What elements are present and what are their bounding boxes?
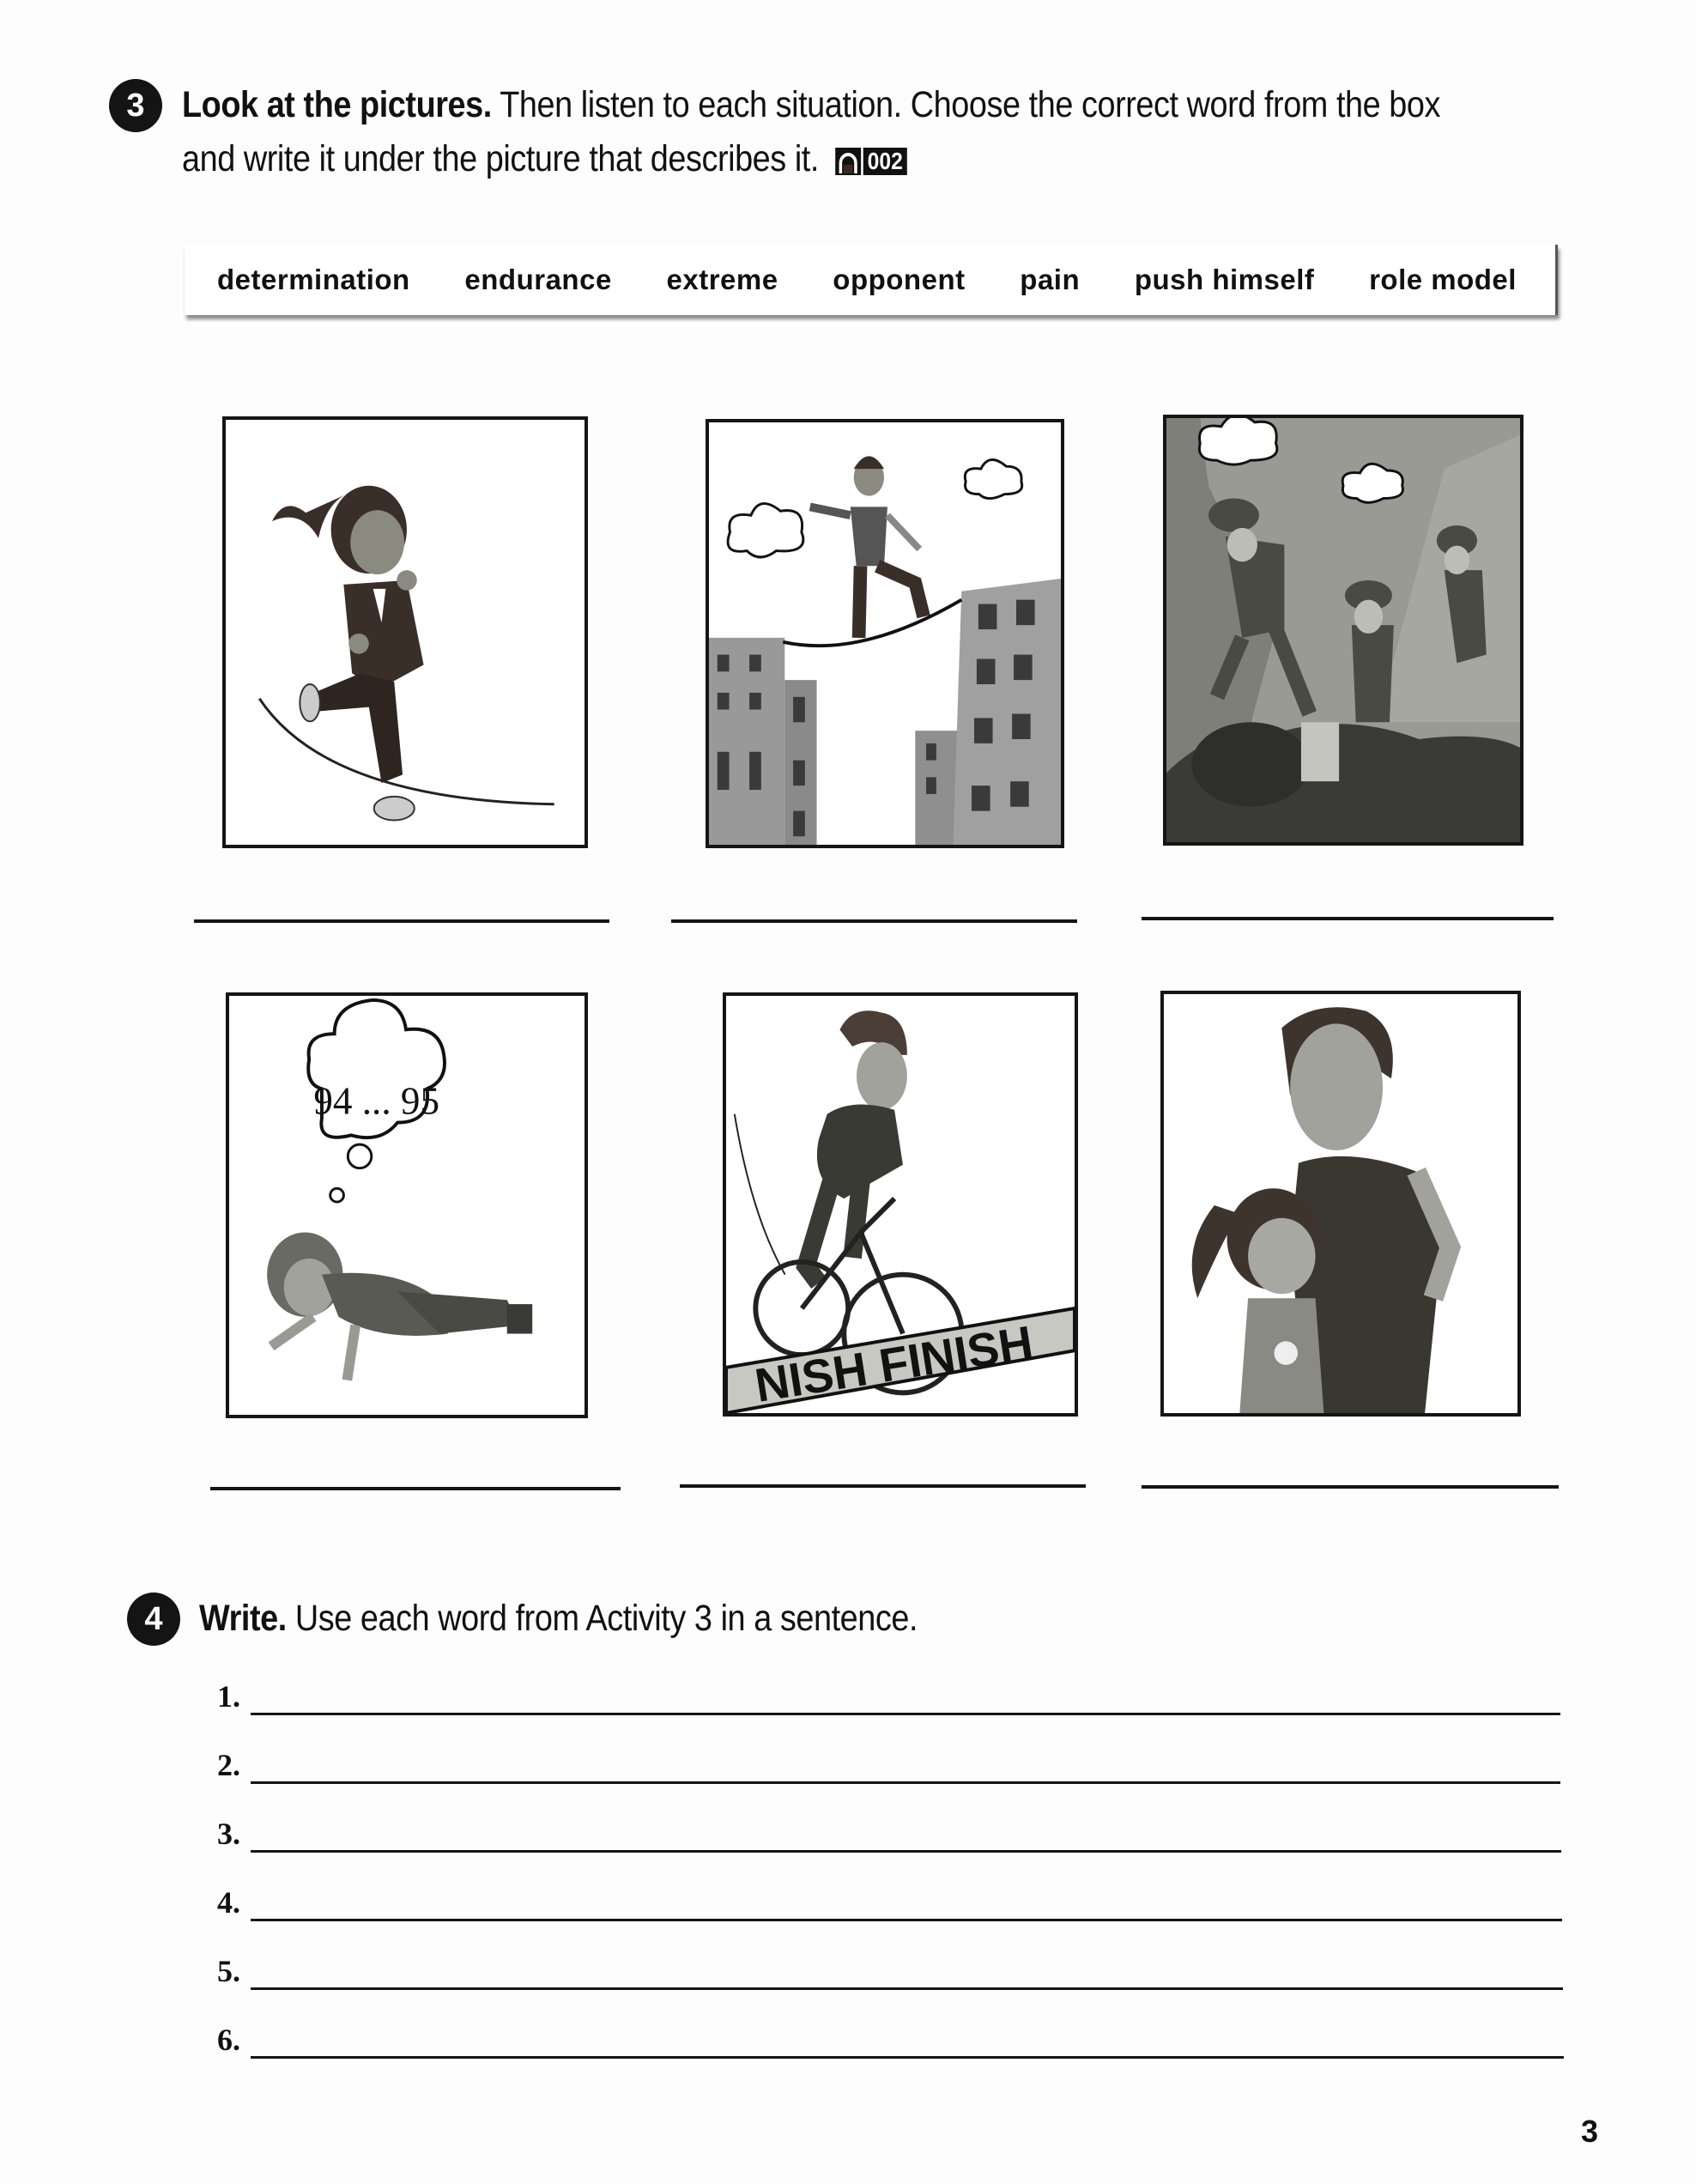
instruction-text-line1: Then listen to each situation. Choose the correct word from the box — [491, 84, 1441, 125]
picture-3-hikers-climbing — [1163, 415, 1523, 846]
word-extreme: extreme — [666, 264, 778, 295]
word-role-model: role model — [1369, 264, 1517, 295]
activity-3-badge — [109, 79, 162, 132]
picture-2-tightrope-walker — [706, 419, 1064, 848]
answer-line-2[interactable] — [671, 919, 1077, 923]
instruction-text-line2: and write it under the picture that describes it. — [182, 138, 819, 179]
activity-4-instructions — [199, 1592, 918, 1644]
page-number: 3 — [1581, 2114, 1599, 2149]
activity-3-instructions-line2 — [182, 133, 907, 185]
line-number-4: 4. — [217, 1885, 240, 1920]
line-number-3: 3. — [217, 1817, 240, 1851]
activity-4-badge — [127, 1592, 180, 1646]
answer-line-6[interactable] — [1142, 1485, 1559, 1489]
answer-line-5[interactable] — [680, 1484, 1086, 1488]
picture-4-pushups-girl — [226, 992, 588, 1418]
activity-number: 4 — [144, 1600, 163, 1637]
word-box — [185, 245, 1558, 315]
instruction-text: Use each word from Activity 3 in a sentence. — [286, 1598, 918, 1639]
word-opponent: opponent — [833, 264, 966, 295]
sentence-line-2[interactable] — [251, 1781, 1560, 1784]
audio-track-button[interactable] — [835, 148, 907, 175]
activity-number: 3 — [126, 87, 145, 124]
sentence-line-3[interactable] — [251, 1850, 1561, 1853]
word-push-himself: push himself — [1134, 264, 1315, 295]
instruction-bold: Write. — [199, 1598, 287, 1639]
word-determination: determination — [217, 264, 410, 295]
picture-1-jogging-girl — [222, 416, 588, 848]
picture-5-cyclist-finish — [723, 992, 1078, 1417]
line-number-2: 2. — [217, 1748, 240, 1782]
instruction-bold: Look at the pictures. — [182, 84, 492, 125]
line-number-6: 6. — [217, 2023, 240, 2057]
picture-6-role-model — [1160, 991, 1521, 1417]
line-number-5: 5. — [217, 1954, 240, 1988]
headphones-icon — [835, 148, 861, 175]
sentence-line-6[interactable] — [251, 2056, 1564, 2059]
answer-line-4[interactable] — [210, 1487, 621, 1490]
word-endurance: endurance — [464, 264, 612, 295]
line-number-1: 1. — [217, 1679, 240, 1714]
audio-track-number: 002 — [863, 148, 907, 175]
sentence-line-1[interactable] — [251, 1713, 1560, 1715]
word-pain: pain — [1020, 264, 1081, 295]
answer-line-1[interactable] — [194, 919, 609, 923]
activity-3-instructions — [182, 79, 1440, 130]
sentence-line-4[interactable] — [251, 1919, 1562, 1921]
finish-banner-text: NISH FINISH — [751, 1315, 1037, 1412]
thought-bubble-text: 94 ... 95 — [313, 1079, 440, 1123]
sentence-line-5[interactable] — [251, 1987, 1563, 1990]
answer-line-3[interactable] — [1142, 917, 1554, 920]
